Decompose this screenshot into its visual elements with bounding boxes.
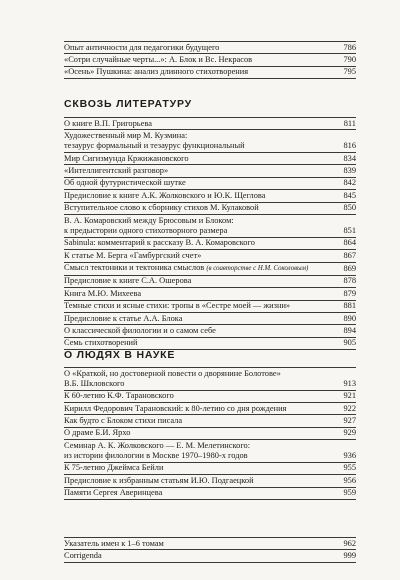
entry-title: К 60-летию К.Ф. Тарановского xyxy=(64,391,174,401)
toc-entry[interactable] xyxy=(64,41,356,53)
entry-page: 879 xyxy=(343,288,356,298)
section-heading: СКВОЗЬ ЛИТЕРАТУРУ xyxy=(64,98,192,110)
entry-title: Семь стихотворений xyxy=(64,338,138,348)
entry-page: 851 xyxy=(343,225,356,235)
entry-title: Вступительное слово к сборнику стихов М. Кулаковой xyxy=(64,203,259,213)
entry-title: Предисловие к избранным статьям И.Ю. Подгаецкой xyxy=(64,475,254,485)
entry-title: Смысл тектоники и тектоника смыслов xyxy=(64,263,205,272)
toc-entry[interactable] xyxy=(64,427,356,439)
entry-page: 955 xyxy=(343,463,356,473)
entry-page: 816 xyxy=(343,141,356,151)
entry-title: Об одной футуристической шутке xyxy=(64,178,186,188)
entry-title: Предисловие к книге А.К. Жолковского и Ю.К. Щеглова xyxy=(64,190,266,200)
entry-title: Corrigenda xyxy=(64,550,102,560)
entry-page: 839 xyxy=(343,165,356,175)
entry-title: «Сотри случайные черты...»: А. Блок и Вс. Некрасов xyxy=(64,54,253,64)
entry-title: К 75-летию Джеймса Бейли xyxy=(64,463,164,473)
entry-page: 927 xyxy=(343,415,356,425)
entry-page: 878 xyxy=(343,276,356,286)
toc-entry[interactable] xyxy=(64,66,356,79)
entry-title: Предисловие к статье А.А. Блока xyxy=(64,313,183,323)
entry-page: 790 xyxy=(343,54,356,64)
entry-page: 811 xyxy=(343,118,356,128)
toc-entry[interactable] xyxy=(64,117,356,129)
entry-page: 834 xyxy=(343,153,356,163)
entry-page: 867 xyxy=(343,250,356,260)
toc-entry[interactable] xyxy=(64,214,356,237)
entry-page: 956 xyxy=(343,475,356,485)
toc-entry[interactable] xyxy=(64,300,356,312)
entry-page: 913 xyxy=(343,378,356,388)
toc-entry[interactable] xyxy=(64,177,356,189)
entry-title: Указатель имен к 1–6 томам xyxy=(64,538,164,548)
entry-title: Художественный мир М. Кузмина: тезаурус формальный и тезаурус функциональный xyxy=(64,130,245,151)
entry-title: К статье М. Берга «Гамбургский счет» xyxy=(64,250,202,260)
toc-entry[interactable] xyxy=(64,537,356,549)
section-entries xyxy=(64,367,356,500)
entry-page: 869 xyxy=(343,264,356,273)
entry-page: 842 xyxy=(343,178,356,188)
toc-entry[interactable] xyxy=(64,324,356,336)
entry-page: 905 xyxy=(343,338,356,348)
entry-title: О книге В.П. Григорьева xyxy=(64,118,152,128)
entry-page: 786 xyxy=(343,42,356,52)
entry-page: 864 xyxy=(343,238,356,248)
entry-page: 881 xyxy=(343,301,356,311)
entry-title: Книга М.Ю. Михеева xyxy=(64,288,142,298)
entry-title: Темные стихи и ясные стихи: тропы в «Сестре моей — жизни» xyxy=(64,301,291,311)
toc-entry[interactable] xyxy=(64,312,356,324)
entry-page: 922 xyxy=(343,403,356,413)
toc-entry[interactable] xyxy=(64,189,356,201)
entry-title: Памяти Сергея Аверинцева xyxy=(64,488,163,498)
toc-entry[interactable] xyxy=(64,287,356,299)
entry-page: 959 xyxy=(343,488,356,498)
entry-page: 962 xyxy=(343,538,356,548)
toc-entry[interactable] xyxy=(64,237,356,249)
entry-page: 999 xyxy=(343,550,356,560)
entry-title: Кирилл Федорович Тарановский: к 80-летию со дня рождения xyxy=(64,403,287,413)
entry-page: 850 xyxy=(343,203,356,213)
entry-title: Семинар А. К. Жолковского — Е. М. Мелетинского: из истории филологии в Москве 1970–1980-х годов xyxy=(64,440,251,461)
entry-title: В. А. Комаровский между Брюсовым и Блоком: к предыстории одного стихотворного размера xyxy=(64,215,234,235)
entry-title: «Интеллигентский разговор» xyxy=(64,165,169,175)
toc-entry[interactable] xyxy=(64,367,356,390)
toc-entry[interactable] xyxy=(64,262,356,275)
entry-title: О драме Б.И. Ярхо xyxy=(64,428,131,438)
toc-entry[interactable] xyxy=(64,487,356,500)
toc-entry[interactable] xyxy=(64,164,356,176)
toc-entry[interactable] xyxy=(64,249,356,261)
entry-title: Как будто с Блоком стихи писала xyxy=(64,415,183,425)
entry-title: «Осень» Пушкина: анализ длинного стихотворения xyxy=(64,67,249,77)
index-entries xyxy=(64,537,356,563)
toc-entry[interactable] xyxy=(64,390,356,402)
entry-title: Sabinula: комментарий к рассказу В. А. Комаровского xyxy=(64,238,255,248)
entry-page: 795 xyxy=(343,67,356,77)
toc-entry[interactable] xyxy=(64,152,356,164)
toc-entry[interactable] xyxy=(64,402,356,414)
toc-entry[interactable] xyxy=(64,549,356,562)
toc-entry[interactable] xyxy=(64,202,356,214)
toc-entry[interactable] xyxy=(64,462,356,474)
entry-page: 921 xyxy=(343,391,356,401)
entry-page: 890 xyxy=(343,313,356,323)
entry-title: Мир Сигизмунда Кржижановского xyxy=(64,153,189,163)
toc-entry[interactable] xyxy=(64,439,356,462)
entry-coauthor-note: (в соавторстве с Н.М. Соколовым) xyxy=(206,265,309,272)
toc-entry[interactable] xyxy=(64,53,356,65)
section-heading: О ЛЮДЯХ В НАУКЕ xyxy=(64,349,176,361)
entry-title: Опыт античности для педагогики будущего xyxy=(64,42,220,52)
toc-entry[interactable] xyxy=(64,129,356,152)
entry-title: О классической филологии и о самом себе xyxy=(64,325,216,335)
section-entries xyxy=(64,117,356,350)
entry-page: 936 xyxy=(343,451,356,461)
entry-title: О «Краткой, но достоверной повести о дворянине Болотове» В.Б. Шкловского xyxy=(64,368,281,388)
entry-title: Предисловие к книге С.А. Ошерова xyxy=(64,276,192,286)
entry-page: 929 xyxy=(343,428,356,438)
toc-entry[interactable] xyxy=(64,275,356,287)
intro-entries xyxy=(64,41,356,79)
toc-entry[interactable] xyxy=(64,414,356,426)
entry-page: 894 xyxy=(343,325,356,335)
toc-entry[interactable] xyxy=(64,474,356,486)
entry-page: 845 xyxy=(343,190,356,200)
